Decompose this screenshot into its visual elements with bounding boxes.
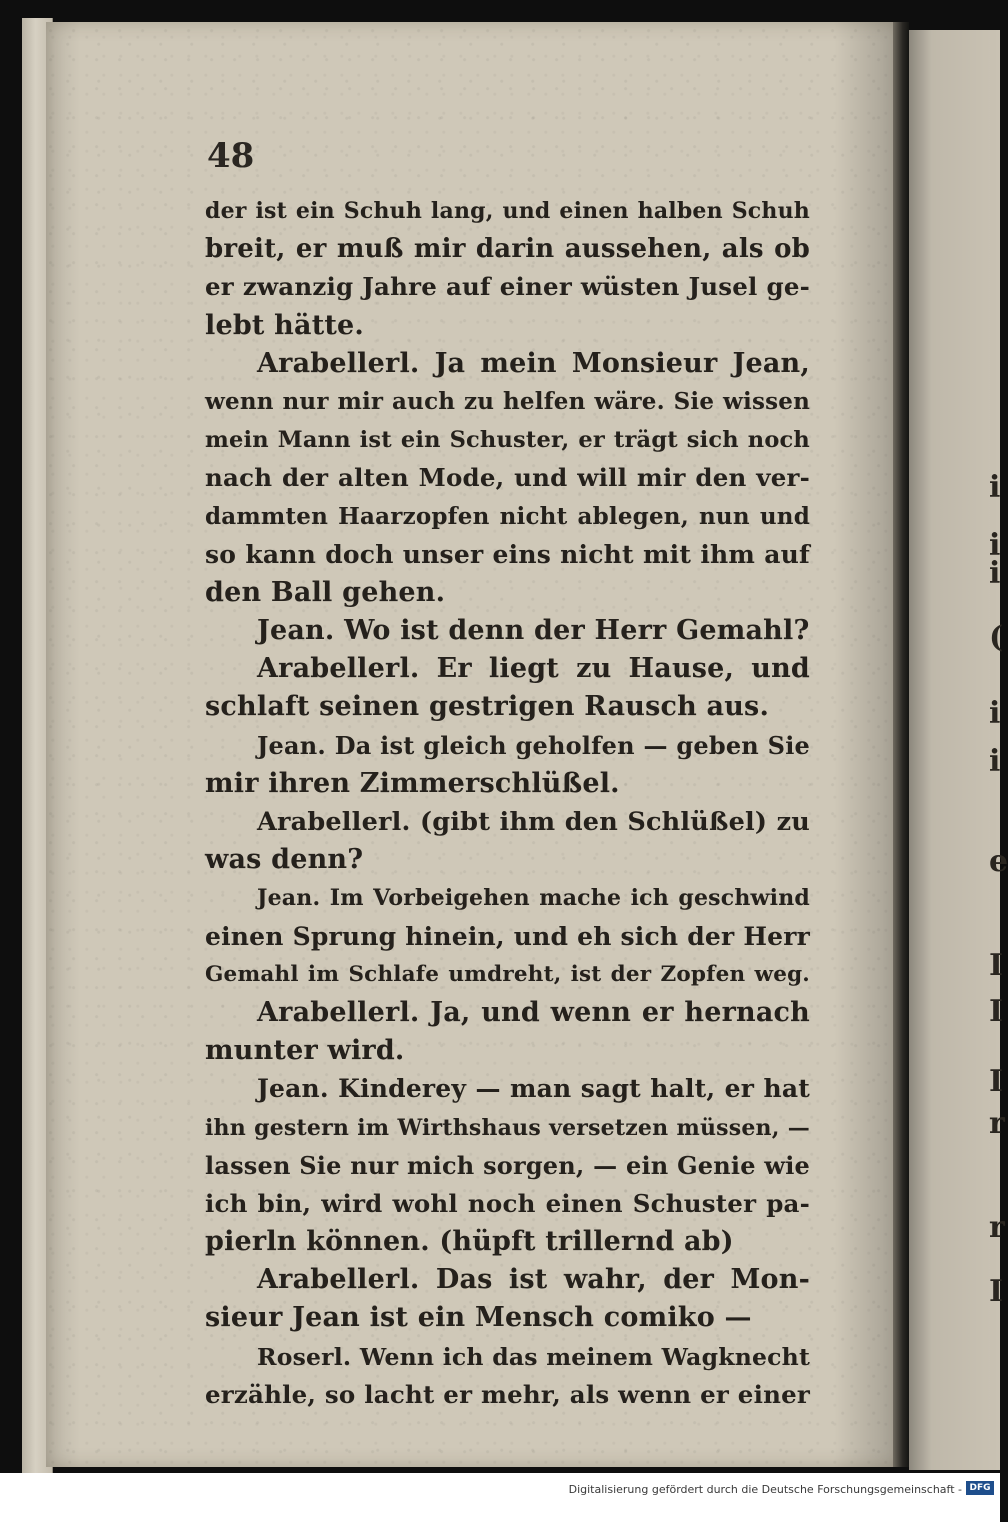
text-line: schlaft seinen gestrigen Rausch aus. [205, 691, 770, 723]
dfg-logo-icon: DFG [966, 1481, 994, 1495]
facing-page-letter: i [989, 696, 1001, 731]
facing-page-letter: r [989, 1106, 1005, 1141]
text-line: der ist ein Schuh lang, und einen halben Schuh [205, 198, 810, 224]
text-line: Gemahl im Schlafe umdreht, ist der Zopfen weg. [205, 961, 810, 987]
facing-page-letter: i [989, 556, 1001, 591]
text-line: Arabellerl. Er liegt zu Hause, und [257, 653, 810, 685]
text-line: Arabellerl. Ja, und wenn er hernach [257, 996, 810, 1028]
text-line: Arabellerl. Das ist wahr, der Mon- [257, 1264, 810, 1296]
facing-page-letter: e [989, 844, 1008, 879]
text-line: pierln können. (hüpft trillernd ab) [205, 1226, 734, 1258]
page-number: 48 [207, 136, 255, 176]
facing-page-letter: I [989, 994, 1004, 1029]
text-line: lassen Sie nur mich sorgen, — ein Genie wie [205, 1150, 810, 1180]
text-line: so kann doch unser eins nicht mit ihm auf [205, 539, 810, 569]
text-line: er zwanzig Jahre auf einer wüsten Jusel ge- [205, 272, 810, 302]
text-line: mein Mann ist ein Schuster, er trägt sich noch [205, 427, 810, 454]
text-line: wenn nur mir auch zu helfen wäre. Sie wissen [205, 387, 810, 415]
text-line: Roserl. Wenn ich das meinem Wagknecht [257, 1342, 810, 1371]
text-line: Jean. Da ist gleich geholfen — geben Sie [257, 730, 810, 760]
text-line: was denn? [205, 844, 364, 876]
facing-page-letter: ( [989, 620, 1004, 655]
text-line: sieur Jean ist ein Mensch comiko — [205, 1302, 752, 1334]
text-line: Jean. Wo ist denn der Herr Gemahl? [257, 615, 810, 647]
facing-page-letter: I [989, 1274, 1004, 1309]
text-line: nach der alten Mode, und will mir den ver- [205, 463, 810, 493]
text-line: Jean. Im Vorbeigehen mache ich geschwind [257, 885, 810, 912]
facing-page-letter: I [989, 1064, 1004, 1099]
text-line: Arabellerl. (gibt ihm den Schlüßel) zu [257, 807, 810, 837]
text-line: Jean. Kinderey — man sagt halt, er hat [257, 1074, 810, 1104]
facing-page-letter: i [989, 528, 1001, 563]
text-line: erzähle, so lacht er mehr, als wenn er einer [205, 1379, 810, 1409]
footer-bar [0, 1473, 1000, 1522]
facing-page-letter: r [989, 1210, 1005, 1245]
text-line: breit, er muß mir darin aussehen, als ob [205, 234, 810, 265]
text-line: Arabellerl. Ja mein Monsieur Jean, [257, 347, 810, 379]
text-line: dammten Haarzopfen nicht ablegen, nun und [205, 502, 810, 530]
facing-page-letter: i [989, 470, 1001, 505]
text-line: munter wird. [205, 1035, 405, 1067]
text-line: mir ihren Zimmerschlüßel. [205, 767, 620, 799]
text-line: den Ball gehen. [205, 576, 446, 608]
text-line: einen Sprung hinein, und eh sich der Herr [205, 921, 810, 951]
text-line: ich bin, wird wohl noch einen Schuster pa- [205, 1188, 810, 1218]
book-gutter [893, 22, 909, 1467]
text-line: ihn gestern im Wirthshaus versetzen müssen, — [205, 1114, 810, 1141]
facing-page-fragment [909, 30, 1008, 1470]
page-text [205, 192, 810, 1414]
facing-page-letter: I [989, 948, 1004, 983]
facing-page-letter: i [989, 744, 1001, 779]
dfg-credit-text: Digitalisierung gefördert durch die Deutsche Forschungsgemeinschaft - [568, 1483, 962, 1496]
text-line: lebt hätte. [205, 309, 365, 341]
